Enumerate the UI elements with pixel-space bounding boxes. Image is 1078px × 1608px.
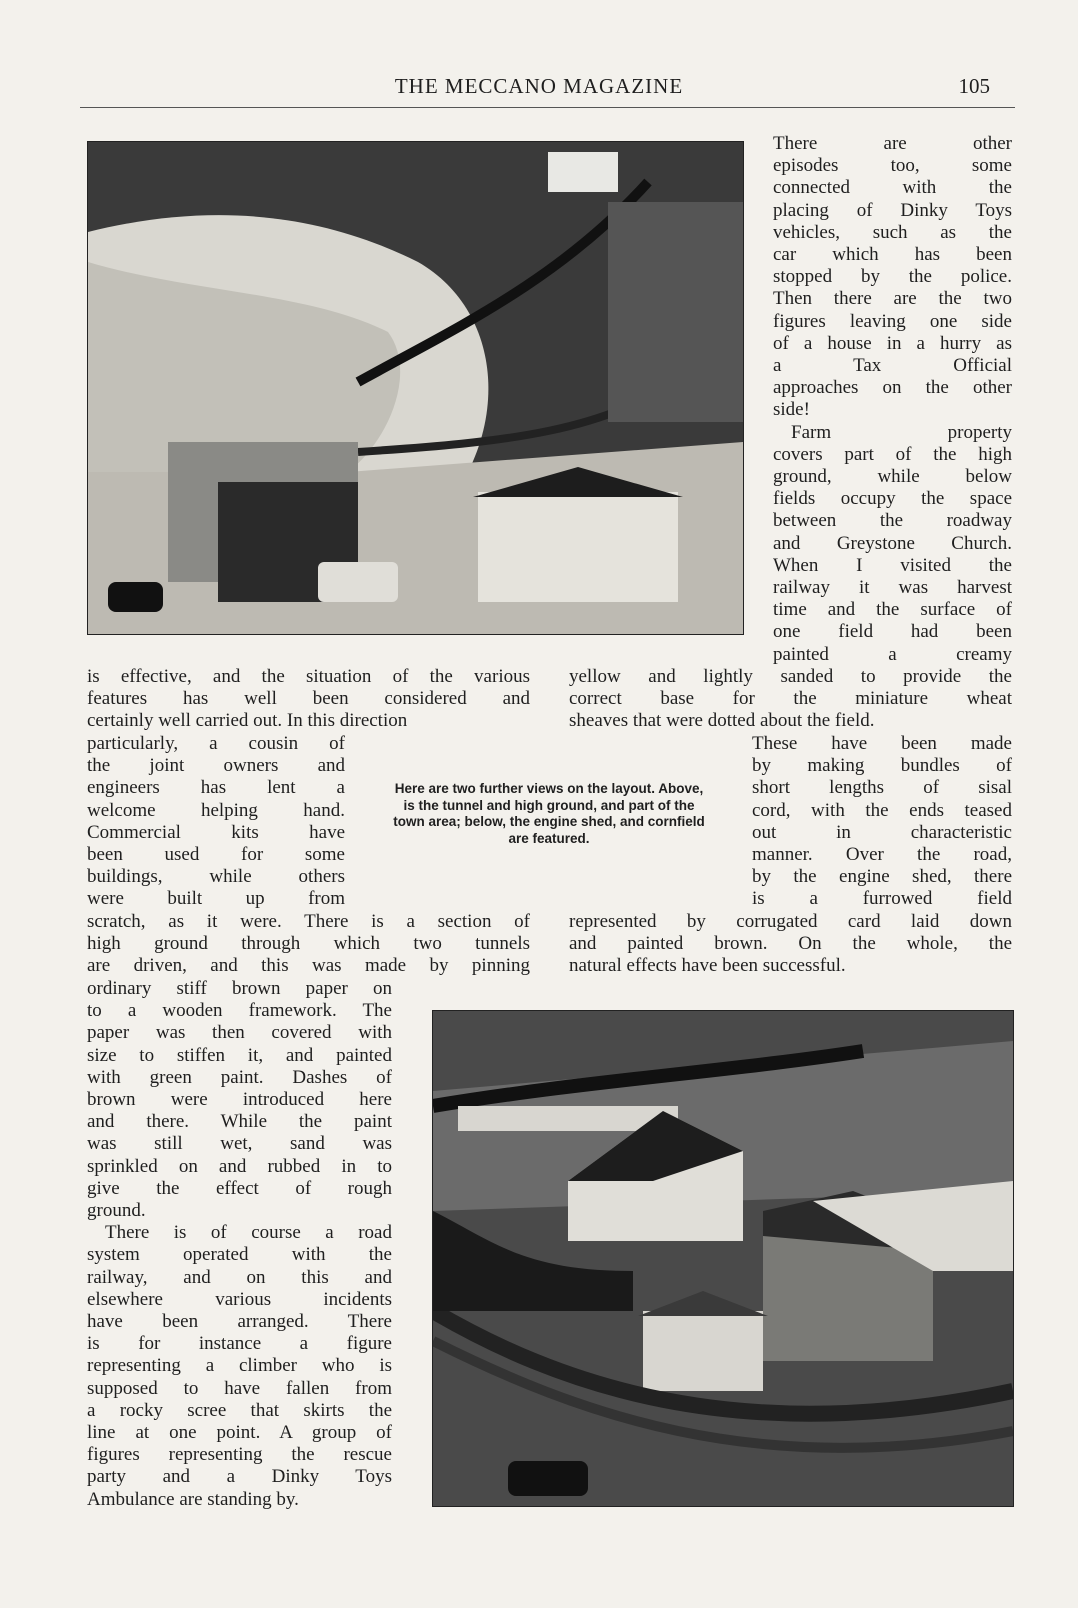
text-line: by the engine shed, there bbox=[752, 866, 1012, 888]
text-line: represented by corrugated card laid down bbox=[569, 911, 1012, 932]
text-line: ground. bbox=[87, 1200, 146, 1222]
text-line: scratch, as it were. There is a section of bbox=[87, 911, 530, 932]
photo-bottom-drawing bbox=[433, 1011, 1013, 1506]
text-line: correct base for the miniature wheat bbox=[569, 688, 1012, 710]
text-line: brown were introduced here bbox=[87, 1089, 392, 1111]
article-column-right-top bbox=[773, 133, 1012, 666]
layout-photo-top bbox=[87, 141, 744, 635]
text-line: the joint owners and bbox=[87, 755, 345, 777]
text-line: time and the surface of bbox=[773, 599, 1012, 621]
text-line: line at one point. A group of bbox=[87, 1422, 392, 1444]
text-line: was still wet, sand was bbox=[87, 1133, 392, 1155]
text-line: a Tax Official bbox=[773, 355, 1012, 377]
text-line: elsewhere various incidents bbox=[87, 1288, 392, 1310]
text-line: and painted brown. On the whole, the bbox=[569, 933, 1012, 955]
text-line: paper was then covered with bbox=[87, 1022, 392, 1044]
text-line: These have been made bbox=[752, 733, 1012, 754]
text-line: short lengths of sisal bbox=[752, 777, 1012, 799]
text-line: high ground through which two tunnels bbox=[87, 933, 530, 955]
text-line: Farm property bbox=[791, 421, 1012, 443]
text-line: episodes too, some bbox=[773, 155, 1012, 177]
text-line: Then there are the two bbox=[773, 288, 1012, 310]
text-line: of a house in a hurry as bbox=[773, 332, 1012, 354]
text-line: sheaves that were dotted about the field. bbox=[569, 710, 875, 732]
text-line: connected with the bbox=[773, 177, 1012, 199]
article-column-left-narrow bbox=[87, 733, 345, 911]
text-line: natural effects have been successful. bbox=[569, 955, 846, 977]
text-line: and Greystone Church. bbox=[773, 532, 1012, 554]
text-line: railway, and on this and bbox=[87, 1266, 392, 1288]
text-line: party and a Dinky Toys bbox=[87, 1466, 392, 1488]
article-column-right-wide2 bbox=[569, 911, 1012, 978]
text-line: representing a climber who is bbox=[87, 1355, 392, 1377]
text-line: car which has been bbox=[773, 244, 1012, 266]
text-line: supposed to have fallen from bbox=[87, 1377, 392, 1399]
text-line: certainly well carried out. In this direction bbox=[87, 710, 408, 732]
text-line: particularly, a cousin of bbox=[87, 733, 345, 754]
text-line: fields occupy the space bbox=[773, 488, 1012, 510]
text-line: approaches on the other bbox=[773, 377, 1012, 399]
text-line: figures representing the rescue bbox=[87, 1444, 392, 1466]
text-line: sprinkled on and rubbed in to bbox=[87, 1155, 392, 1177]
text-line: is for instance a figure bbox=[87, 1333, 392, 1355]
text-line: covers part of the high bbox=[773, 443, 1012, 465]
text-line: have been arranged. There bbox=[87, 1311, 392, 1333]
text-line: are driven, and this was made by pinning bbox=[87, 955, 530, 977]
text-line: side! bbox=[773, 399, 810, 421]
article-column-left-bottom bbox=[87, 978, 392, 1511]
text-line: with green paint. Dashes of bbox=[87, 1066, 392, 1088]
text-line: were built up from bbox=[87, 888, 345, 910]
text-line: been used for some bbox=[87, 844, 345, 866]
text-line: buildings, while others bbox=[87, 866, 345, 888]
text-line: is a furrowed field bbox=[752, 888, 1012, 910]
article-column-left-wide2 bbox=[87, 911, 530, 978]
text-line: ordinary stiff brown paper on bbox=[87, 978, 392, 999]
text-line: system operated with the bbox=[87, 1244, 392, 1266]
text-line: and there. While the paint bbox=[87, 1111, 392, 1133]
photo-top-drawing bbox=[88, 142, 743, 634]
text-line: vehicles, such as the bbox=[773, 221, 1012, 243]
text-line: size to stiffen it, and painted bbox=[87, 1044, 392, 1066]
text-line: by making bundles of bbox=[752, 755, 1012, 777]
text-line: stopped by the police. bbox=[773, 266, 1012, 288]
text-line: placing of Dinky Toys bbox=[773, 199, 1012, 221]
text-line: features has well been considered and bbox=[87, 688, 530, 710]
text-line: When I visited the bbox=[773, 554, 1012, 576]
text-line: ground, while below bbox=[773, 466, 1012, 488]
text-line: figures leaving one side bbox=[773, 310, 1012, 332]
text-line: out in characteristic bbox=[752, 821, 1012, 843]
header-rule bbox=[80, 107, 1015, 108]
text-line: to a wooden framework. The bbox=[87, 1000, 392, 1022]
layout-photo-bottom bbox=[432, 1010, 1014, 1507]
text-line: There are other bbox=[773, 133, 1012, 154]
text-line: Commercial kits have bbox=[87, 821, 345, 843]
text-line: between the roadway bbox=[773, 510, 1012, 532]
text-line: There is of course a road bbox=[105, 1222, 392, 1244]
text-line: engineers has lent a bbox=[87, 777, 345, 799]
article-column-right-mid bbox=[569, 666, 1012, 733]
text-line: give the effect of rough bbox=[87, 1177, 392, 1199]
text-line: yellow and lightly sanded to provide the bbox=[569, 666, 1012, 687]
text-line: painted a creamy bbox=[773, 643, 1012, 665]
text-line: manner. Over the road, bbox=[752, 844, 1012, 866]
text-line: Ambulance are standing by. bbox=[87, 1488, 299, 1510]
page-number: 105 bbox=[958, 74, 990, 98]
text-line: one field had been bbox=[773, 621, 1012, 643]
text-line: welcome helping hand. bbox=[87, 799, 345, 821]
photo-caption: Here are two further views on the layout. Above, is the tunnel and high ground, and part of the town area; below, the engine shed, and cornfield are featured. bbox=[393, 781, 705, 846]
text-line: cord, with the ends teased bbox=[752, 799, 1012, 821]
text-line: a rocky scree that skirts the bbox=[87, 1399, 392, 1421]
article-column-left-mid bbox=[87, 666, 530, 733]
text-line: is effective, and the situation of the various bbox=[87, 666, 530, 687]
text-line: railway it was harvest bbox=[773, 577, 1012, 599]
article-column-right-narrow bbox=[752, 733, 1012, 911]
magazine-title: THE MECCANO MAGAZINE bbox=[394, 74, 684, 98]
